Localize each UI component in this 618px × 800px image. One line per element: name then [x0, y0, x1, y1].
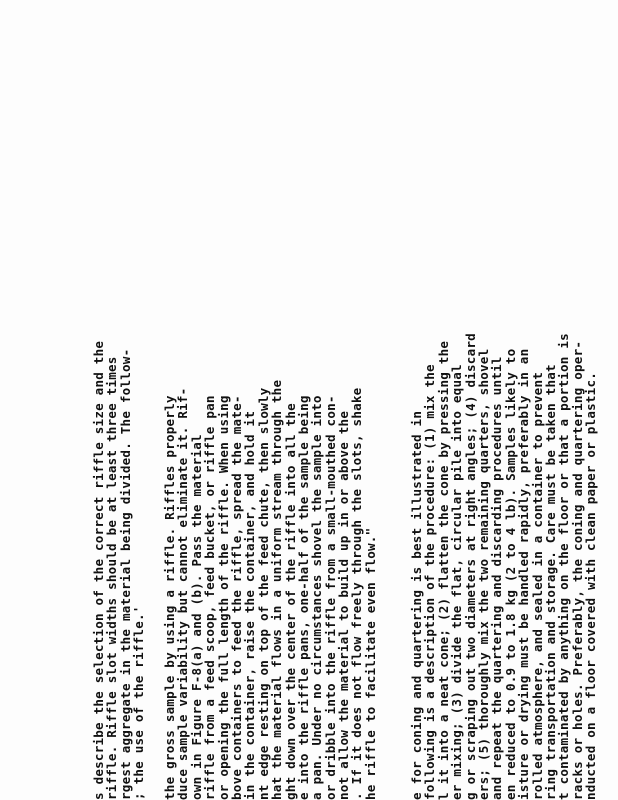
- text-line: t contaminated by anything on the floor or that a portion is: [556, 333, 572, 800]
- text-line: in the container, raise the container, and hold it: [242, 410, 258, 800]
- text-line: l it into a neat cone; (2) flatten the cone by pressing the: [435, 340, 451, 800]
- text-line: not allow the material to build up in or above the: [336, 410, 352, 800]
- text-line: e into the riffle pans, one-half of the sample being: [295, 395, 311, 800]
- paragraph-riffle-intro: [92, 341, 146, 800]
- text-line: duce sample variability but cannot eliminate it. Rif-: [175, 387, 191, 800]
- text-line: e for coning and quartering is best illustrated in: [409, 410, 424, 800]
- text-line: nt edge resting on top of the feed chute, then slowly: [255, 387, 271, 800]
- text-line: ers; (5) thoroughly mix the two remaining quarters, shovel: [475, 348, 491, 800]
- text-line: hat the material flows in a uniform stream through the: [269, 379, 285, 800]
- text-line: . If it does not flow freely through the slots, shake: [349, 387, 365, 800]
- text-line: isture or drying must be handled rapidly, preferably in an: [516, 348, 532, 800]
- text-line: ght down over the center of the riffle into all the: [282, 403, 298, 800]
- text-line: a pan. Under no circumstances shovel the sample into: [309, 395, 325, 800]
- text-line: riffle from a feed scoop, feed bucket, or riffle pan: [202, 395, 218, 800]
- text-line: riffle. Riffle slot widths should be at least three times: [104, 356, 120, 800]
- text-line: racks or holes. Preferably, the coning and quartering oper-: [569, 340, 585, 800]
- text-line: ring transportation and storage. Care must be taken that: [542, 364, 558, 800]
- text-line: nducted on a floor covered with clean paper or plastic.: [583, 371, 599, 800]
- text-line: s describe the selection of the correct riffle size and the: [91, 340, 106, 800]
- text-line: bove containers to feed the riffle, spread the mate-: [228, 395, 244, 800]
- text-line: g or scraping out two diameters at right angles; (4) discard: [462, 333, 478, 800]
- text-line: rolled atmosphere, and sealed in a container to prevent: [529, 371, 545, 800]
- text-line: and repeat the quartering and discarding procedures until: [489, 356, 505, 800]
- text-line: following is a description of the procedure: (1) mix the: [422, 364, 438, 800]
- text-line: own in Figure F-8(a) and (b). Pass the material: [188, 434, 204, 800]
- text-line: the gross sample by using a riffle. Riffles properly: [162, 395, 177, 800]
- text-line: he riffle to facilitate even flow.": [362, 527, 378, 800]
- text-line: en reduced to 0.9 to 1.8 kg (2 to 4 lb). Samples likely to: [502, 348, 518, 800]
- text-line: er mixing; (3) divide the flat, circular pile into equal: [449, 364, 465, 800]
- paragraph-riffle-procedure: [163, 380, 377, 800]
- text-line: or opening the full length of the riffle. When using: [215, 395, 231, 800]
- paragraph-coning-quartering: [410, 333, 597, 800]
- text-line: ; the use of the riffle.': [131, 605, 147, 800]
- text-line: or dribble into the riffle from a small-mouthed con-: [322, 395, 338, 800]
- text-line: rgest aggregate in the material being divided. The follow-: [117, 348, 133, 800]
